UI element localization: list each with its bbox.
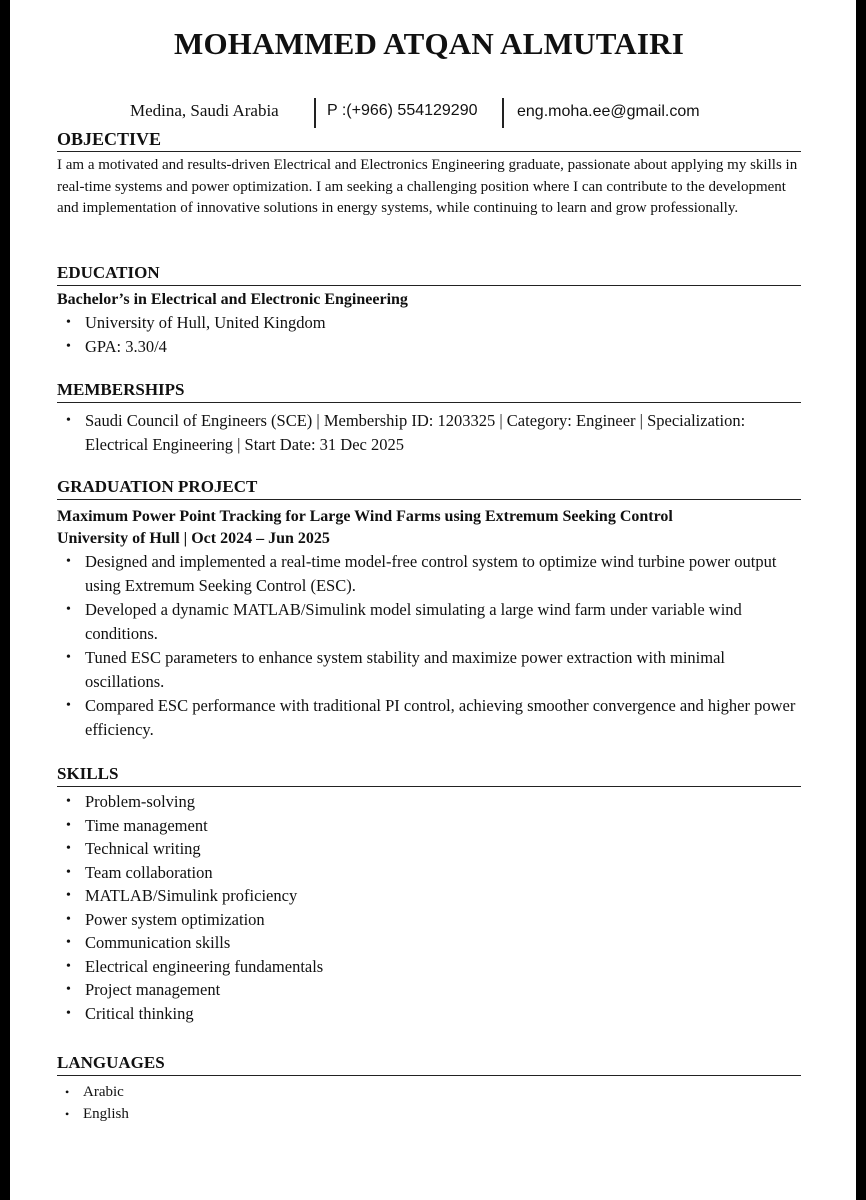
left-border	[0, 0, 10, 1200]
email-link[interactable]: eng.moha.ee@gmail.com	[517, 103, 700, 120]
list-item: • Problem-solving	[57, 790, 801, 814]
education-section	[57, 262, 801, 359]
project-section	[57, 476, 801, 742]
list-item: • Arabic	[57, 1081, 801, 1103]
candidate-name: MOHAMMED ATQAN ALMUTAIRI	[174, 26, 684, 61]
degree-title: Bachelor’s in Electrical and Electronic Engineering	[57, 291, 408, 308]
list-item: • Developed a dynamic MATLAB/Simulink model simulating a large wind farm under variable wind conditions.	[57, 598, 801, 646]
project-list	[57, 550, 801, 742]
list-item: • Critical thinking	[57, 1002, 801, 1026]
location-text: Medina, Saudi Arabia	[130, 101, 279, 120]
list-item: • University of Hull, United Kingdom	[57, 311, 801, 335]
list-item: • Time management	[57, 814, 801, 838]
list-item: • Technical writing	[57, 837, 801, 861]
contact-line	[57, 98, 801, 128]
skills-heading: SKILLS	[57, 763, 801, 787]
project-heading: GRADUATION PROJECT	[57, 476, 801, 500]
list-item: • Compared ESC performance with traditional PI control, achieving smoother convergence and higher power efficiency.	[57, 694, 801, 742]
languages-heading: LANGUAGES	[57, 1052, 801, 1076]
memberships-heading: MEMBERSHIPS	[57, 379, 801, 403]
memberships-list	[57, 409, 801, 457]
list-item: • Designed and implemented a real-time model-free control system to optimize wind turbine power output using Extremum Seeking Control (ESC).	[57, 550, 801, 598]
list-item: • English	[57, 1103, 801, 1125]
skills-section	[57, 763, 801, 1025]
phone-text: P :(+966) 554129290	[327, 102, 478, 119]
list-item: • Communication skills	[57, 931, 801, 955]
right-border	[856, 0, 866, 1200]
project-name: Maximum Power Point Tracking for Large Wind Farms using Extremum Seeking Control	[57, 508, 673, 525]
list-item: • Team collaboration	[57, 861, 801, 885]
skills-list	[57, 790, 801, 1025]
list-item: • Power system optimization	[57, 908, 801, 932]
contact-divider	[314, 98, 316, 128]
education-heading: EDUCATION	[57, 262, 801, 286]
list-item: • MATLAB/Simulink proficiency	[57, 884, 801, 908]
objective-section	[57, 128, 801, 220]
list-item: • Project management	[57, 978, 801, 1002]
memberships-section	[57, 379, 801, 457]
list-item: • Tuned ESC parameters to enhance system stability and maximize power extraction with minimal oscillations.	[57, 646, 801, 694]
objective-heading: OBJECTIVE	[57, 128, 801, 152]
languages-section	[57, 1052, 801, 1125]
contact-divider	[502, 98, 504, 128]
languages-list	[57, 1081, 801, 1125]
education-list	[57, 311, 801, 359]
list-item: • GPA: 3.30/4	[57, 335, 801, 359]
list-item: • Electrical engineering fundamentals	[57, 955, 801, 979]
project-meta: University of Hull | Oct 2024 – Jun 2025	[57, 530, 330, 547]
list-item: • Saudi Council of Engineers (SCE) | Membership ID: 1203325 | Category: Engineer | Specialization: Electrical Engineering | Start Date: 31 Dec 2025	[57, 409, 801, 457]
objective-text: I am a motivated and results-driven Electrical and Electronics Engineering graduate, passionate about applying my skills in real-time systems and power optimization. I am seeking a challenging position where I can contribute to the development and implementation of innovative solutions in energy systems, while continuing to learn and grow professionally.	[57, 157, 798, 217]
